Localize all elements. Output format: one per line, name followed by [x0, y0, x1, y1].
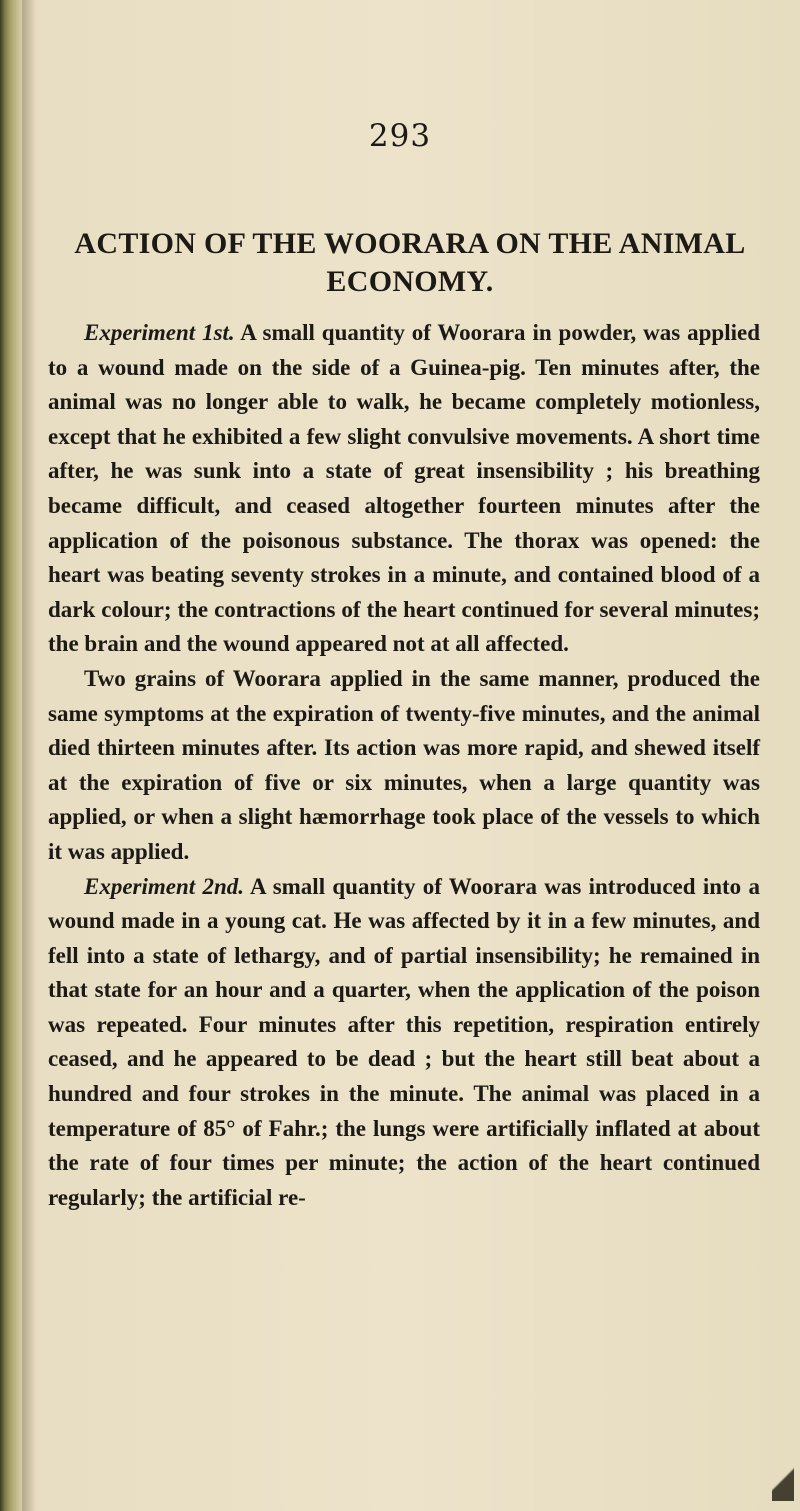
page-number: 293 [368, 118, 432, 154]
paragraph-text: A small quantity of Woorara was introduced into a wound made in a young cat. He was affected by it in a few minutes, and fell into a state of lethargy, and of partial insensibility; he remained in that state for an hour and a quarter, when the application of the poison was repeated. Four minutes after this repetition, respiration entirely ceased, and he appeared to be dead ; but the heart still beat about a hundred and four strokes in the minute. The animal was placed in a temperature of 85° of Fahr.; the lungs were artificially inflated at about the rate of four times per minute; the action of the heart continued regularly; the artificial re- [48, 873, 760, 1210]
experiment-label: Experiment 2nd. [84, 873, 245, 899]
page-corner-fold [772, 1461, 794, 1501]
book-spine [0, 0, 22, 1511]
paragraph-experiment-1 [48, 316, 760, 662]
body-text [48, 316, 760, 1215]
experiment-label: Experiment 1st. [84, 320, 235, 345]
gutter-shadow [22, 0, 36, 1511]
paragraph-experiment-2 [48, 870, 760, 1216]
paragraph-text: Two grains of Woorara applied in the same manner, produced the same symptoms at the expiration of twenty-five minutes, and the animal died thirteen minutes after. Its action was more rapid, and shewed itself at the expiration of five or six minutes, when a large quantity was applied, or when a slight hæmorrhage took place of the vessels to which it was applied. [48, 665, 760, 864]
chapter-heading: ACTION OF THE WOORARA ON THE ANIMAL ECONOMY. [74, 227, 746, 298]
paragraph-text: A small quantity of Woorara in powder, was applied to a wound made on the side of a Guinea-pig. Ten minutes after, the animal was no longer able to walk, he became completely motionless, except that he exhibited a few slight convulsive movements. A short time after, he was sunk into a state of great insensibility ; his breathing became difficult, and ceased altogether fourteen minutes after the application of the poisonous substance. The thorax was opened: the heart was beating seventy strokes in a minute, and contained blood of a dark colour; the contractions of the heart continued for several minutes; the brain and the wound appeared not at all affected. [48, 320, 760, 657]
paragraph-two-grains [48, 662, 760, 870]
